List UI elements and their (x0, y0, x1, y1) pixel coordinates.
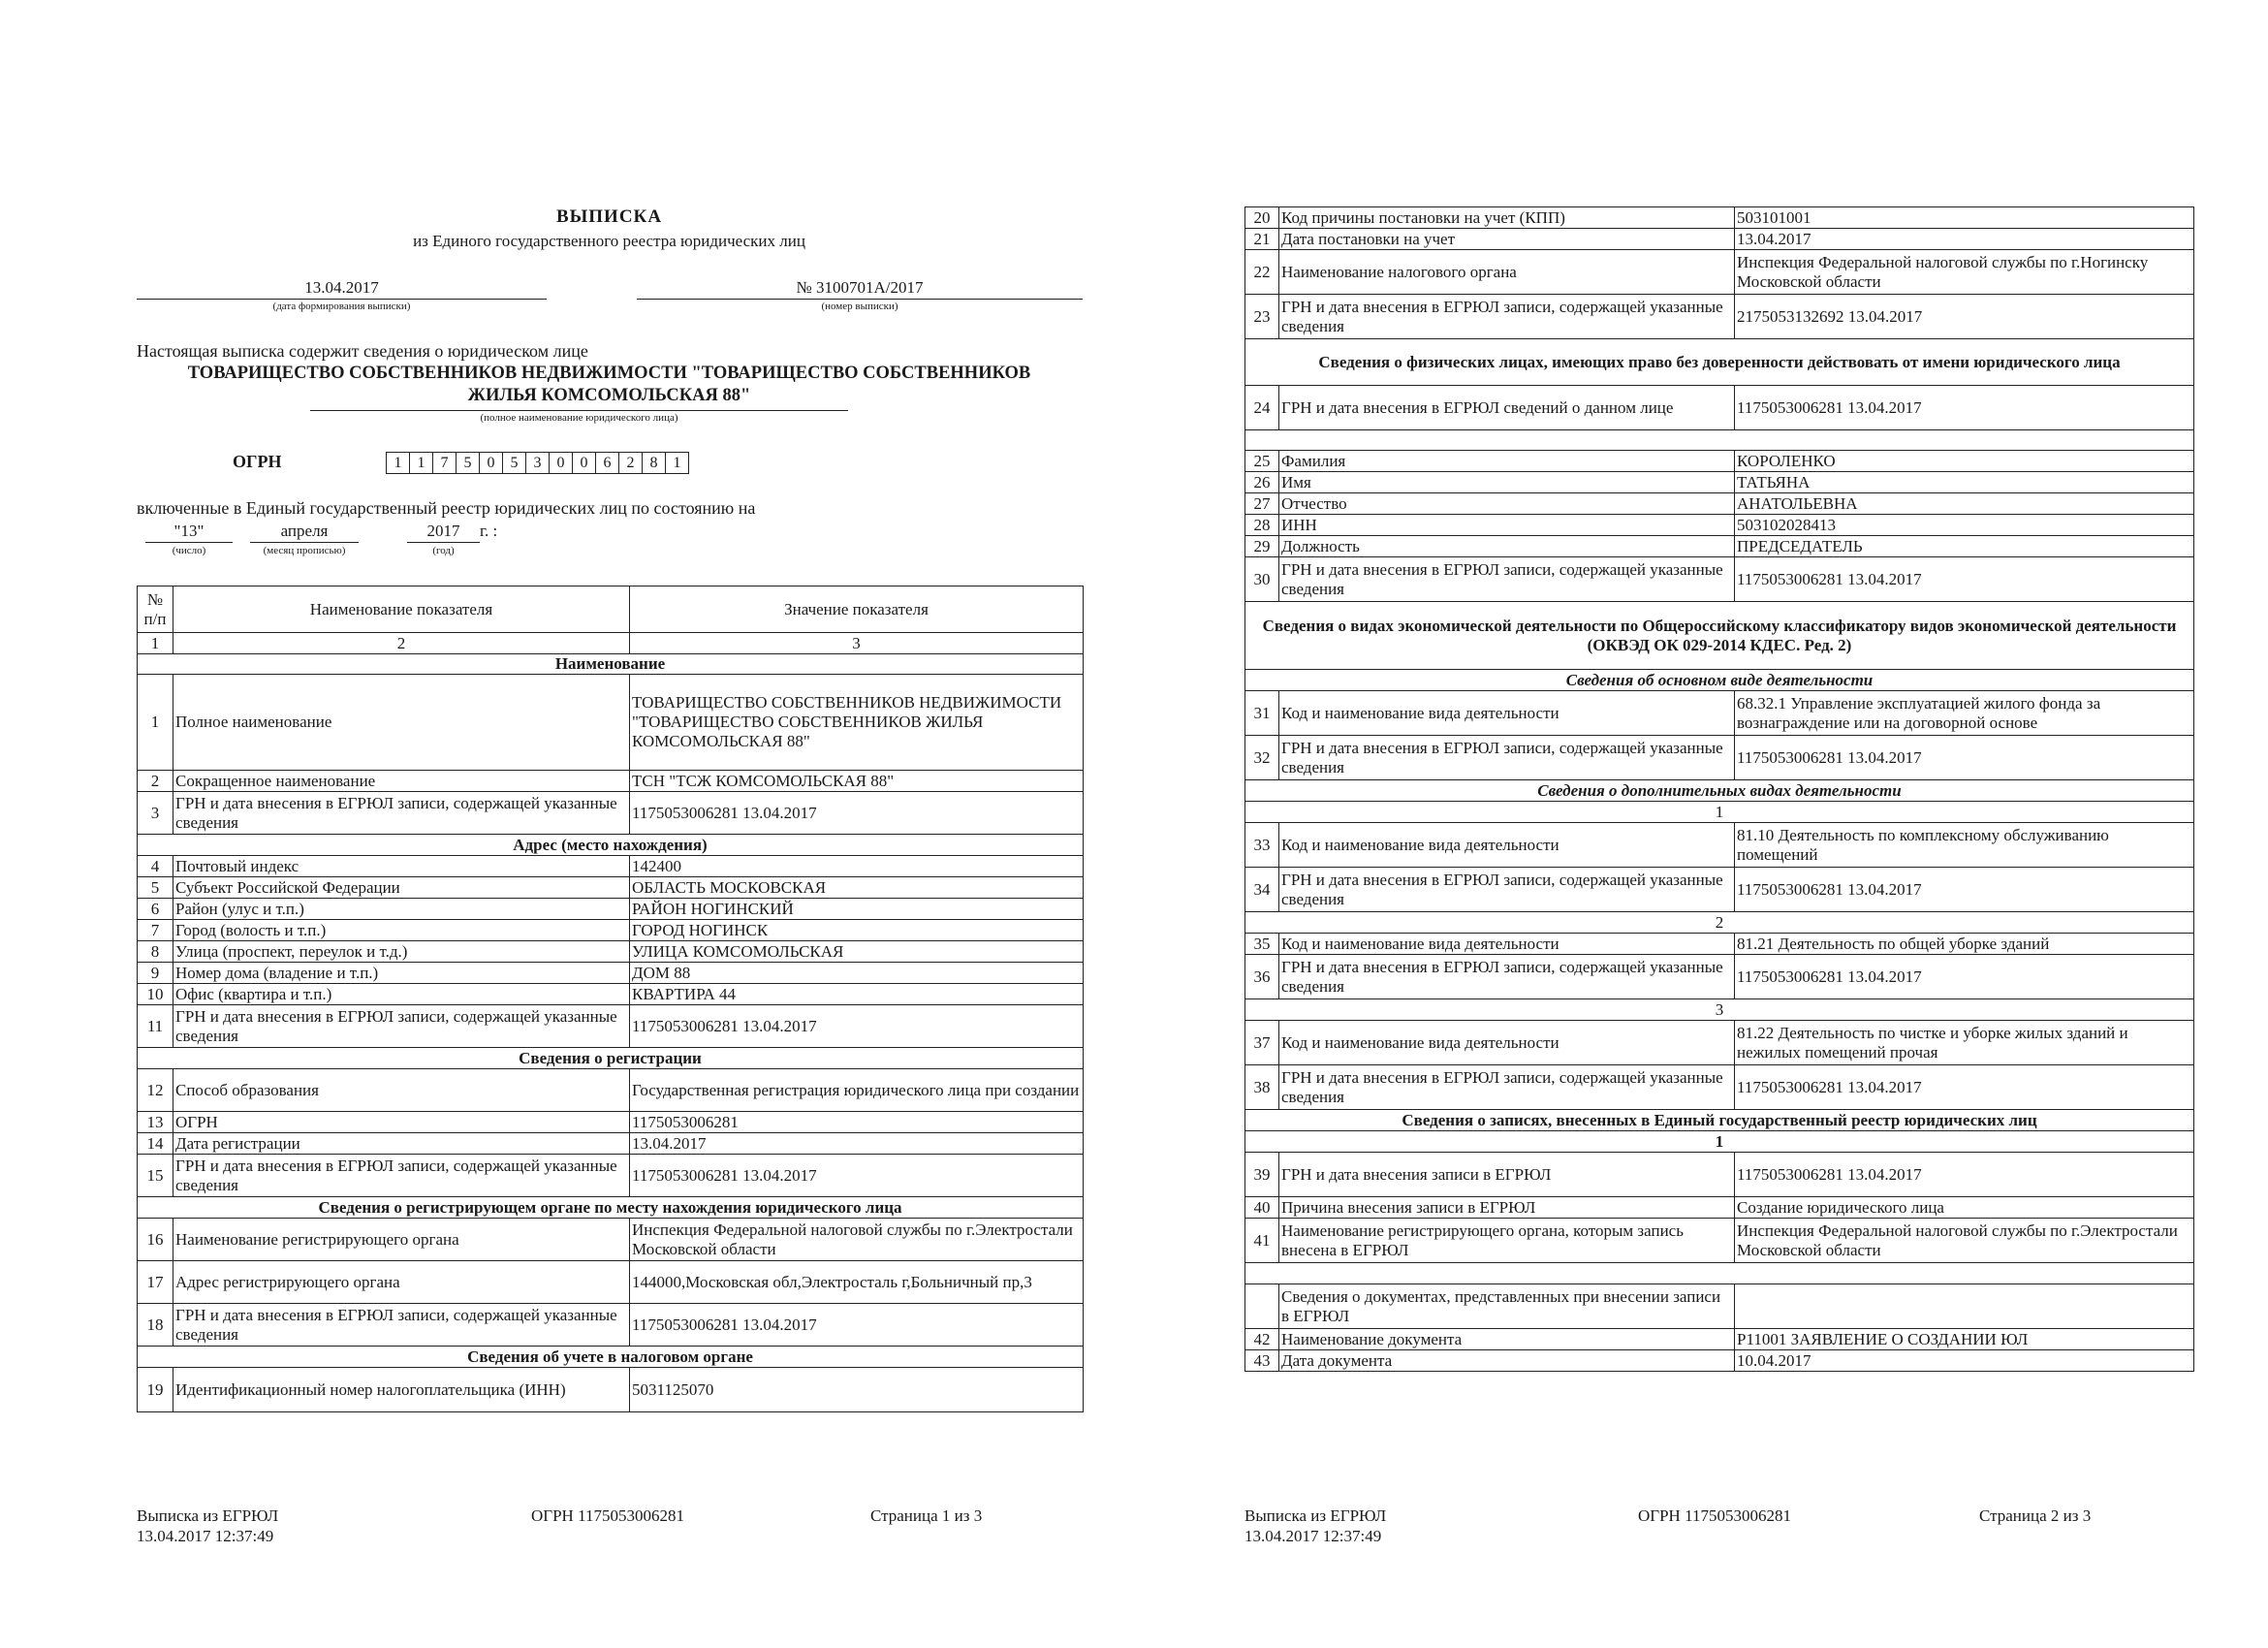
row-name: Наименование регистрирующего органа (173, 1219, 630, 1261)
table-row (1245, 823, 2194, 868)
section-row (138, 654, 1084, 675)
row-name: Фамилия (1279, 451, 1735, 472)
footer-page: Страница 1 из 3 (870, 1506, 983, 1525)
row-number: 40 (1245, 1197, 1279, 1219)
row-name: Код и наименование вида деятельности (1279, 934, 1735, 955)
row-number: 13 (138, 1112, 173, 1133)
table-row (1245, 493, 2194, 515)
document-subtitle: из Единого государственного реестра юридических лиц (413, 232, 805, 250)
state-month: апреля (250, 521, 359, 543)
row-value: 1175053006281 13.04.2017 (630, 1155, 1084, 1197)
row-name: Наименование документа (1279, 1329, 1735, 1350)
table-row (138, 1069, 1084, 1112)
row-name: ГРН и дата внесения в ЕГРЮЛ сведений о данном лице (1279, 386, 1735, 430)
row-value: КВАРТИРА 44 (630, 984, 1084, 1005)
section-row (138, 1347, 1084, 1368)
section-row (138, 1048, 1084, 1069)
row-number: 18 (138, 1304, 173, 1347)
ogrn-digit: 6 (595, 452, 619, 474)
row-value: ПРЕДСЕДАТЕЛЬ (1735, 536, 2194, 557)
row-number: 32 (1245, 736, 1279, 780)
row-value: Инспекция Федеральной налоговой службы по г.Электростали Московской области (630, 1219, 1084, 1261)
row-name: Способ образования (173, 1069, 630, 1112)
subnumber-row (1245, 1131, 2194, 1153)
row-value: 10.04.2017 (1735, 1350, 2194, 1372)
table-row (1245, 207, 2194, 229)
document-title: ВЫПИСКА (555, 206, 663, 227)
table-row (1245, 868, 2194, 912)
section-title (1245, 602, 2194, 670)
row-number: 38 (1245, 1065, 1279, 1110)
ogrn-label: ОГРН (233, 452, 282, 471)
row-name: ГРН и дата внесения в ЕГРЮЛ записи, содержащей указанные сведения (1279, 1065, 1735, 1110)
row-number: 11 (138, 1005, 173, 1048)
table-row (1245, 691, 2194, 736)
table-row (1245, 536, 2194, 557)
row-number: 27 (1245, 493, 1279, 515)
ogrn-digit: 2 (618, 452, 643, 474)
row-number: 34 (1245, 868, 1279, 912)
row-name: Дата регистрации (173, 1133, 630, 1155)
table-row (1245, 451, 2194, 472)
row-value: ДОМ 88 (630, 963, 1084, 984)
row-number: 20 (1245, 207, 1279, 229)
row-number: 43 (1245, 1350, 1279, 1372)
row-name: Наименование регистрирующего органа, которым запись внесена в ЕГРЮЛ (1279, 1219, 1735, 1263)
row-name: Код и наименование вида деятельности (1279, 823, 1735, 868)
colnum-3: 3 (630, 633, 1084, 654)
row-value: 1175053006281 13.04.2017 (1735, 1153, 2194, 1197)
row-number: 22 (1245, 250, 1279, 295)
row-name: Полное наименование (173, 675, 630, 771)
row-name: ГРН и дата внесения в ЕГРЮЛ записи, содержащей указанные сведения (1279, 295, 1735, 339)
row-value: РАЙОН НОГИНСКИЙ (630, 899, 1084, 920)
row-value (1735, 1284, 2194, 1329)
section-title: Сведения о физических лицах, имеющих право без доверенности действовать от имени юридического лица (1245, 339, 2194, 386)
row-name: ИНН (1279, 515, 1735, 536)
extract-number-caption: (номер выписки) (821, 301, 898, 312)
row-value: 144000,Московская обл,Электросталь г,Больничный пр,3 (630, 1261, 1084, 1304)
row-name: Должность (1279, 536, 1735, 557)
spacer-cell (1245, 1263, 2194, 1284)
extract-number: № 3100701А/2017 (637, 277, 1083, 300)
row-value: АНАТОЛЬЕВНА (1735, 493, 2194, 515)
row-number: 37 (1245, 1021, 1279, 1065)
state-year-suffix: г. : (480, 522, 498, 540)
row-number: 16 (138, 1219, 173, 1261)
registry-table-page2 (1244, 206, 2194, 1372)
row-value: 1175053006281 13.04.2017 (1735, 736, 2194, 780)
row-number: 19 (138, 1368, 173, 1412)
row-number (1245, 1284, 1279, 1329)
row-value: 503102028413 (1735, 515, 2194, 536)
table-row (1245, 295, 2194, 339)
row-name: Город (волость и т.п.) (173, 920, 630, 941)
row-name: ГРН и дата внесения в ЕГРЮЛ записи, содержащей указанные сведения (1279, 868, 1735, 912)
row-value: Инспекция Федеральной налоговой службы по г.Ногинску Московской области (1735, 250, 2194, 295)
ogrn-digit: 0 (479, 452, 503, 474)
footer-datetime: 13.04.2017 12:37:49 (1244, 1527, 1382, 1545)
table-colnum-row (138, 633, 1084, 654)
row-name: Номер дома (владение и т.п.) (173, 963, 630, 984)
row-number: 23 (1245, 295, 1279, 339)
state-day-caption: (число) (172, 545, 206, 556)
table-row (1245, 250, 2194, 295)
row-value: 81.21 Деятельность по общей уборке зданий (1735, 934, 2194, 955)
col-num-header: № п/п (138, 586, 173, 633)
table-row (1245, 472, 2194, 493)
page-2 (1134, 0, 2268, 1648)
section-title: Сведения об учете в налоговом органе (138, 1347, 1084, 1368)
sub-number: 2 (1245, 912, 2194, 934)
ogrn-digit: 1 (665, 452, 689, 474)
row-number: 17 (138, 1261, 173, 1304)
extract-date-caption: (дата формирования выписки) (272, 301, 411, 312)
okved-title: Сведения о видах экономической деятельности по Общероссийскому классификатору видов экономической деятельности (1262, 616, 2177, 635)
ogrn-digit: 5 (456, 452, 480, 474)
row-number: 1 (138, 675, 173, 771)
row-name: Офис (квартира и т.п.) (173, 984, 630, 1005)
row-number: 35 (1245, 934, 1279, 955)
row-value: Государственная регистрация юридического лица при создании (630, 1069, 1084, 1112)
row-value: 81.10 Деятельность по комплексному обслуживанию помещений (1735, 823, 2194, 868)
ogrn-digit: 5 (502, 452, 526, 474)
footer-ogrn: ОГРН 1175053006281 (531, 1506, 684, 1525)
row-number: 33 (1245, 823, 1279, 868)
organization-name-line1: ТОВАРИЩЕСТВО СОБСТВЕННИКОВ НЕДВИЖИМОСТИ "ТОВАРИЩЕСТВО СОБСТВЕННИКОВ (187, 364, 1031, 383)
row-value: 1175053006281 13.04.2017 (1735, 386, 2194, 430)
row-value: 2175053132692 13.04.2017 (1735, 295, 2194, 339)
row-value: ТОВАРИЩЕСТВО СОБСТВЕННИКОВ НЕДВИЖИМОСТИ "ТОВАРИЩЕСТВО СОБСТВЕННИКОВ ЖИЛЬЯ КОМСОМОЛЬСКАЯ 88" (630, 675, 1084, 771)
ogrn-boxes (386, 452, 688, 474)
row-number: 6 (138, 899, 173, 920)
row-number: 21 (1245, 229, 1279, 250)
ogrn-digit: 7 (432, 452, 457, 474)
table-row (138, 1155, 1084, 1197)
row-number: 29 (1245, 536, 1279, 557)
table-row (138, 1304, 1084, 1347)
row-value: Создание юридического лица (1735, 1197, 2194, 1219)
table-row (138, 856, 1084, 877)
section-row (1245, 780, 2194, 802)
table-row (138, 1219, 1084, 1261)
section-row (1245, 670, 2194, 691)
table-row (138, 1368, 1084, 1412)
row-name: Код и наименование вида деятельности (1279, 1021, 1735, 1065)
section-title: Сведения об основном виде деятельности (1245, 670, 2194, 691)
section-title: Адрес (место нахождения) (138, 835, 1084, 856)
section-title: Сведения о записях, внесенных в Единый государственный реестр юридических лиц (1245, 1110, 2194, 1131)
ogrn-digit: 1 (409, 452, 433, 474)
section-title: Наименование (138, 654, 1084, 675)
row-value: УЛИЦА КОМСОМОЛЬСКАЯ (630, 941, 1084, 963)
row-value: 1175053006281 (630, 1112, 1084, 1133)
row-name: ГРН и дата внесения в ЕГРЮЛ записи, содержащей указанные сведения (1279, 955, 1735, 999)
footer-left-label (137, 1505, 278, 1546)
state-month-caption: (месяц прописью) (263, 545, 346, 556)
state-day: "13" (145, 521, 233, 543)
col-name-header: Наименование показателя (173, 586, 630, 633)
footer-page: Страница 2 из 3 (1979, 1506, 2092, 1525)
table-row (1245, 1197, 2194, 1219)
row-name: Сокращенное наименование (173, 771, 630, 792)
row-number: 2 (138, 771, 173, 792)
footer-ogrn: ОГРН 1175053006281 (1638, 1506, 1791, 1525)
row-value: КОРОЛЕНКО (1735, 451, 2194, 472)
okved-subtitle: (ОКВЭД ОК 029-2014 КДЕС. Ред. 2) (1587, 635, 1852, 654)
spacer-row (1245, 1263, 2194, 1284)
ogrn-digit: 0 (549, 452, 573, 474)
row-value: 142400 (630, 856, 1084, 877)
table-row (1245, 386, 2194, 430)
table-row (138, 1261, 1084, 1304)
row-number: 24 (1245, 386, 1279, 430)
section-title: Сведения о дополнительных видах деятельности (1245, 780, 2194, 802)
colnum-1: 1 (138, 633, 173, 654)
row-number: 28 (1245, 515, 1279, 536)
sub-number: 3 (1245, 999, 2194, 1021)
row-number: 26 (1245, 472, 1279, 493)
footer-datetime: 13.04.2017 12:37:49 (137, 1527, 274, 1545)
spacer-row (1245, 430, 2194, 451)
table-row (1245, 1021, 2194, 1065)
ogrn-digit: 1 (386, 452, 410, 474)
row-number: 36 (1245, 955, 1279, 999)
row-number: 15 (138, 1155, 173, 1197)
section-title: Сведения о регистрации (138, 1048, 1084, 1069)
row-number: 3 (138, 792, 173, 835)
row-name: ГРН и дата внесения в ЕГРЮЛ записи, содержащей указанные сведения (173, 1304, 630, 1347)
organization-name-caption: (полное наименование юридического лица) (480, 412, 678, 424)
table-header-row (138, 586, 1084, 633)
row-number: 9 (138, 963, 173, 984)
row-value: 5031125070 (630, 1368, 1084, 1412)
table-row (1245, 1284, 2194, 1329)
extract-date: 13.04.2017 (137, 277, 547, 300)
row-name: ГРН и дата внесения в ЕГРЮЛ записи, содержащей указанные сведения (173, 1155, 630, 1197)
colnum-2: 2 (173, 633, 630, 654)
row-number: 14 (138, 1133, 173, 1155)
row-number: 7 (138, 920, 173, 941)
row-number: 30 (1245, 557, 1279, 602)
organization-name-line2: ЖИЛЬЯ КОМСОМОЛЬСКАЯ 88" (467, 386, 751, 405)
ogrn-digit: 0 (572, 452, 596, 474)
section-row (1245, 339, 2194, 386)
row-value: ТАТЬЯНА (1735, 472, 2194, 493)
row-number: 4 (138, 856, 173, 877)
section-row (138, 1197, 1084, 1219)
row-name: Субъект Российской Федерации (173, 877, 630, 899)
table-row (138, 792, 1084, 835)
table-row (1245, 736, 2194, 780)
footer-label: Выписка из ЕГРЮЛ (1244, 1506, 1387, 1525)
row-name: Причина внесения записи в ЕГРЮЛ (1279, 1197, 1735, 1219)
table-row (138, 920, 1084, 941)
spacer-cell (1245, 430, 2194, 451)
table-row (1245, 1065, 2194, 1110)
organization-name (137, 363, 1082, 407)
table-row (138, 1133, 1084, 1155)
row-name: Район (улус и т.п.) (173, 899, 630, 920)
table-row (138, 984, 1084, 1005)
row-name: Почтовый индекс (173, 856, 630, 877)
row-name: Код и наименование вида деятельности (1279, 691, 1735, 736)
state-year-caption: (год) (432, 545, 455, 556)
row-name: Дата постановки на учет (1279, 229, 1735, 250)
table-row (138, 1005, 1084, 1048)
row-number: 31 (1245, 691, 1279, 736)
row-value: 68.32.1 Управление эксплуатацией жилого фонда за вознаграждение или на договорной основе (1735, 691, 2194, 736)
sub-number: 1 (1245, 802, 2194, 823)
row-name: ГРН и дата внесения в ЕГРЮЛ записи, содержащей указанные сведения (1279, 736, 1735, 780)
row-name: Отчество (1279, 493, 1735, 515)
row-name: ГРН и дата внесения в ЕГРЮЛ записи, содержащей указанные сведения (173, 792, 630, 835)
row-value: 1175053006281 13.04.2017 (1735, 1065, 2194, 1110)
row-value: ОБЛАСТЬ МОСКОВСКАЯ (630, 877, 1084, 899)
table-row (138, 899, 1084, 920)
table-row (138, 941, 1084, 963)
row-value: 1175053006281 13.04.2017 (630, 1304, 1084, 1347)
section-row (1245, 602, 2194, 670)
row-value: Р11001 ЗАЯВЛЕНИЕ О СОЗДАНИИ ЮЛ (1735, 1329, 2194, 1350)
included-text: включенные в Единый государственный реестр юридических лиц по состоянию на (137, 498, 756, 518)
table-row (138, 675, 1084, 771)
row-name: ГРН и дата внесения в ЕГРЮЛ записи, содержащей указанные сведения (1279, 557, 1735, 602)
row-value: Инспекция Федеральной налоговой службы по г.Электростали Московской области (1735, 1219, 2194, 1263)
row-name: ГРН и дата внесения в ЕГРЮЛ записи, содержащей указанные сведения (173, 1005, 630, 1048)
row-value: 13.04.2017 (630, 1133, 1084, 1155)
row-name: Дата документа (1279, 1350, 1735, 1372)
table-row (138, 1112, 1084, 1133)
row-value: 1175053006281 13.04.2017 (630, 792, 1084, 835)
row-number: 39 (1245, 1153, 1279, 1197)
table-row (1245, 1219, 2194, 1263)
table-row (138, 963, 1084, 984)
row-name: Код причины постановки на учет (КПП) (1279, 207, 1735, 229)
row-name: Идентификационный номер налогоплательщика (ИНН) (173, 1368, 630, 1412)
organization-name-underline (310, 410, 848, 411)
section-row (1245, 1110, 2194, 1131)
table-row (1245, 229, 2194, 250)
row-number: 10 (138, 984, 173, 1005)
row-name: Адрес регистрирующего органа (173, 1261, 630, 1304)
row-value: 503101001 (1735, 207, 2194, 229)
footer-right-label (1244, 1505, 1386, 1546)
row-name: Улица (проспект, переулок и т.д.) (173, 941, 630, 963)
row-name: Имя (1279, 472, 1735, 493)
ogrn-digit: 8 (642, 452, 666, 474)
row-name: ОГРН (173, 1112, 630, 1133)
row-value: ТСН "ТСЖ КОМСОМОЛЬСКАЯ 88" (630, 771, 1084, 792)
row-value: 81.22 Деятельность по чистке и уборке жилых зданий и нежилых помещений прочая (1735, 1021, 2194, 1065)
subnumber-row (1245, 912, 2194, 934)
section-title: Сведения о регистрирующем органе по месту нахождения юридического лица (138, 1197, 1084, 1219)
table-row (1245, 557, 2194, 602)
row-name: Сведения о документах, представленных при внесении записи в ЕГРЮЛ (1279, 1284, 1735, 1329)
footer-label: Выписка из ЕГРЮЛ (137, 1506, 279, 1525)
row-number: 41 (1245, 1219, 1279, 1263)
state-year: 2017 (407, 521, 480, 543)
table-row (1245, 1350, 2194, 1372)
row-name: Наименование налогового органа (1279, 250, 1735, 295)
col-value-header: Значение показателя (630, 586, 1084, 633)
registry-table-page1 (137, 586, 1084, 1412)
section-row (138, 835, 1084, 856)
ogrn-digit: 3 (525, 452, 550, 474)
row-value: 13.04.2017 (1735, 229, 2194, 250)
row-number: 8 (138, 941, 173, 963)
row-value: ГОРОД НОГИНСК (630, 920, 1084, 941)
table-row (1245, 1153, 2194, 1197)
row-number: 42 (1245, 1329, 1279, 1350)
row-number: 25 (1245, 451, 1279, 472)
row-name: ГРН и дата внесения записи в ЕГРЮЛ (1279, 1153, 1735, 1197)
table-row (138, 877, 1084, 899)
table-row (138, 771, 1084, 792)
table-row (1245, 955, 2194, 999)
row-value: 1175053006281 13.04.2017 (1735, 955, 2194, 999)
row-number: 5 (138, 877, 173, 899)
row-value: 1175053006281 13.04.2017 (1735, 557, 2194, 602)
row-number: 12 (138, 1069, 173, 1112)
subnumber-row (1245, 999, 2194, 1021)
table-row (1245, 1329, 2194, 1350)
intro-text: Настоящая выписка содержит сведения о юридическом лице (137, 341, 588, 361)
subnumber-row (1245, 802, 2194, 823)
sub-number: 1 (1245, 1131, 2194, 1153)
row-value: 1175053006281 13.04.2017 (1735, 868, 2194, 912)
table-row (1245, 515, 2194, 536)
row-value: 1175053006281 13.04.2017 (630, 1005, 1084, 1048)
table-row (1245, 934, 2194, 955)
